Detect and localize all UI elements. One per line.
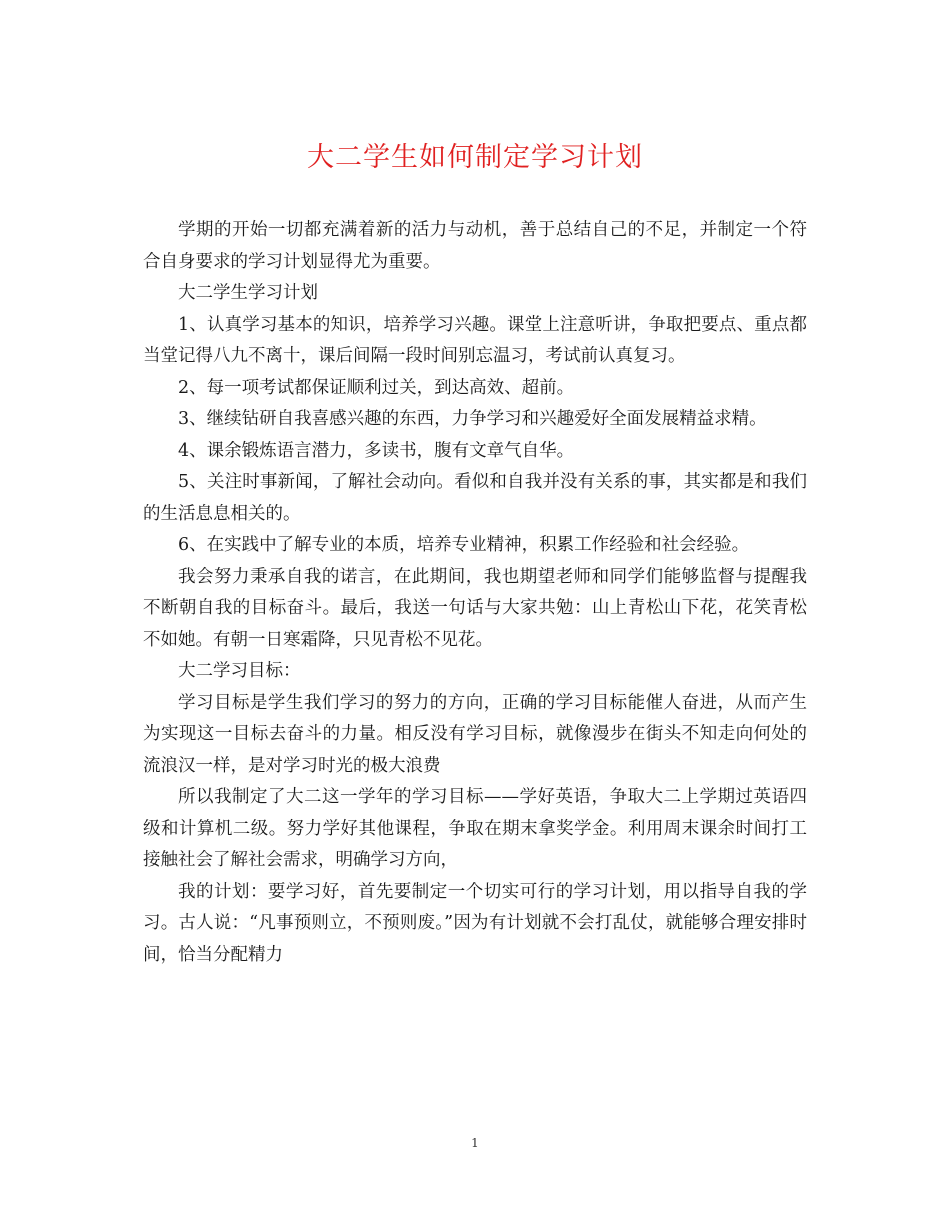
paragraph-plan-item-5: 5、关注时事新闻，了解社会动向。看似和自我并没有关系的事，其实都是和我们的生活息息相关的。 [143, 472, 807, 524]
paragraph-promise: 我会努力秉承自我的诺言，在此期间，我也期望老师和同学们能够监督与提醒我不断朝自我的目标奋斗。最后，我送一句话与大家共勉：山上青松山下花，花笑青松不如她。有朝一日寒霜降，只见青松不见花。 [143, 566, 807, 650]
paragraph-plan-item-6: 6、在实践中了解专业的本质，培养专业精神，积累工作经验和社会经验。 [178, 535, 750, 555]
paragraph-plan-item-3: 3、继续钻研自我喜感兴趣的东西，力争学习和兴趣爱好全面发展精益求精。 [178, 409, 767, 429]
page-number: 1 [471, 1136, 479, 1150]
paragraph-plan-item-1: 1、认真学习基本的知识，培养学习兴趣。课堂上注意听讲，争取把要点、重点都当堂记得八九不离十，课后间隔一段时间别忘温习，考试前认真复习。 [143, 314, 807, 366]
paragraph-goal-heading: 大二学习目标： [178, 661, 301, 681]
paragraph-intro: 学期的开始一切都充满着新的活力与动机，善于总结自己的不足，并制定一个符合自身要求的学习计划显得尤为重要。 [143, 220, 807, 272]
paragraph-goal-details: 所以我制定了大二这一学年的学习目标——学好英语，争取大二上学期过英语四级和计算机二级。努力学好其他课程，争取在期末拿奖学金。利用周末课余时间打工接触社会了解社会需求，明确学习方向， [143, 787, 807, 870]
paragraph-plan-item-4: 4、课余锻炼语言潜力，多读书，腹有文章气自华。 [178, 440, 575, 461]
document-body [143, 215, 807, 971]
page-title: 大二学生如何制定学习计划 [307, 142, 643, 173]
paragraph-my-plan: 我的计划：要学习好，首先要制定一个切实可行的学习计划，用以指导自我的学习。古人说：“凡事预则立，不预则废。”因为有计划就不会打乱仗，就能够合理安排时间，恰当分配精力 [143, 881, 807, 965]
paragraph-plan-heading: 大二学生学习计划 [178, 283, 318, 303]
paragraph-goal-importance: 学习目标是学生我们学习的努力的方向，正确的学习目标能催人奋进，从而产生为实现这一目标去奋斗的力量。相反没有学习目标，就像漫步在街头不知走向何处的流浪汉一样，是对学习时光的极大浪费 [143, 692, 807, 776]
paragraph-plan-item-2: 2、每一项考试都保证顺利过关，到达高效、超前。 [178, 377, 575, 398]
